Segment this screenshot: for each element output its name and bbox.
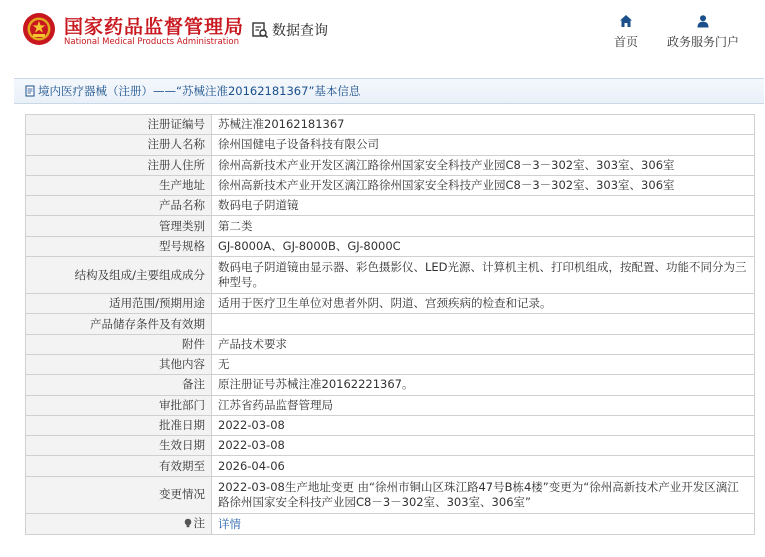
table-row <box>26 236 755 256</box>
user-icon <box>696 14 710 28</box>
field-label: 生产地址 <box>26 175 212 195</box>
table-row <box>26 135 755 155</box>
field-label: 结构及组成/主要组成成分 <box>26 257 212 294</box>
nav-services-portal[interactable] <box>667 14 739 50</box>
table-row <box>26 395 755 415</box>
bulb-icon <box>183 518 193 528</box>
table-row <box>26 196 755 216</box>
nav-home-label: 首页 <box>614 35 639 49</box>
field-label: 注册人住所 <box>26 155 212 175</box>
field-label: 审批部门 <box>26 395 212 415</box>
field-label: 注册人名称 <box>26 135 212 155</box>
table-row <box>26 257 755 294</box>
field-value: 第二类 <box>212 216 755 236</box>
field-value <box>212 314 755 334</box>
field-value: 2026-04-06 <box>212 456 755 476</box>
field-value: 数码电子阴道镜 <box>212 196 755 216</box>
table-row <box>26 294 755 314</box>
field-value: 徐州高新技术产业开发区漓江路徐州国家安全科技产业园C8－3－302室、303室、306室 <box>212 175 755 195</box>
nav-home[interactable] <box>614 14 638 50</box>
table-row <box>26 314 755 334</box>
field-label: 批准日期 <box>26 415 212 435</box>
table-row <box>26 175 755 195</box>
field-label: 型号规格 <box>26 236 212 256</box>
data-query-link[interactable] <box>251 19 328 41</box>
field-label: 产品储存条件及有效期 <box>26 314 212 334</box>
breadcrumb <box>14 78 764 104</box>
field-label: 其他内容 <box>26 354 212 374</box>
field-label: 附件 <box>26 334 212 354</box>
field-value: 徐州高新技术产业开发区漓江路徐州国家安全科技产业园C8－3－302室、303室、306室 <box>212 155 755 175</box>
document-icon <box>24 85 36 97</box>
table-row <box>26 456 755 476</box>
national-emblem-icon <box>22 12 56 46</box>
table-row <box>26 334 755 354</box>
field-label: 生效日期 <box>26 436 212 456</box>
data-query-label: 数据查询 <box>272 23 328 39</box>
field-value: 数码电子阴道镜由显示器、彩色摄影仪、LED光源、计算机主机、打印机组成，按配置、功能不同分为三种型号。 <box>212 257 755 294</box>
agency-name-en: National Medical Products Administration <box>64 37 239 47</box>
home-icon <box>619 14 633 28</box>
field-value: 2022-03-08生产地址变更 由“徐州市铜山区珠江路47号B栋4楼”变更为“徐州高新技术产业开发区漓江路徐州国家安全科技产业园C8－3－302室、303室、306室” <box>212 476 755 513</box>
agency-name: 国家药品监督管理局 <box>64 16 245 38</box>
field-label: 有效期至 <box>26 456 212 476</box>
site-header <box>0 0 765 64</box>
details-link[interactable]: 详情 <box>218 516 241 531</box>
field-label: 产品名称 <box>26 196 212 216</box>
note-key <box>183 516 206 531</box>
nav-services-label: 政务服务门户 <box>667 35 740 49</box>
table-row <box>26 476 755 513</box>
table-row <box>26 415 755 435</box>
field-value: GJ-8000A、GJ-8000B、GJ-8000C <box>212 236 755 256</box>
field-value: 苏械注准20162181367 <box>212 115 755 135</box>
note-key-label: 注 <box>193 515 205 530</box>
table-row <box>26 436 755 456</box>
table-row <box>26 216 755 236</box>
registration-record-table <box>25 114 755 535</box>
breadcrumb-text: 境内医疗器械（注册）——“苏械注准20162181367”基本信息 <box>38 84 361 98</box>
table-row <box>26 354 755 374</box>
field-value: 江苏省药品监督管理局 <box>212 395 755 415</box>
field-value <box>212 513 755 535</box>
document-search-icon <box>251 21 269 39</box>
field-label: 注册证编号 <box>26 115 212 135</box>
field-value: 产品技术要求 <box>212 334 755 354</box>
field-label: 管理类别 <box>26 216 212 236</box>
field-label <box>26 513 212 535</box>
field-label: 变更情况 <box>26 476 212 513</box>
table-row <box>26 513 755 535</box>
table-row <box>26 375 755 395</box>
field-value: 原注册证号苏械注准20162221367。 <box>212 375 755 395</box>
field-label: 适用范围/预期用途 <box>26 294 212 314</box>
field-value: 适用于医疗卫生单位对患者外阴、阴道、宫颈疾病的检查和记录。 <box>212 294 755 314</box>
field-label: 备注 <box>26 375 212 395</box>
field-value: 无 <box>212 354 755 374</box>
field-value: 2022-03-08 <box>212 415 755 435</box>
field-value: 徐州国健电子设备科技有限公司 <box>212 135 755 155</box>
table-row <box>26 155 755 175</box>
field-value: 2022-03-08 <box>212 436 755 456</box>
table-row <box>26 115 755 135</box>
